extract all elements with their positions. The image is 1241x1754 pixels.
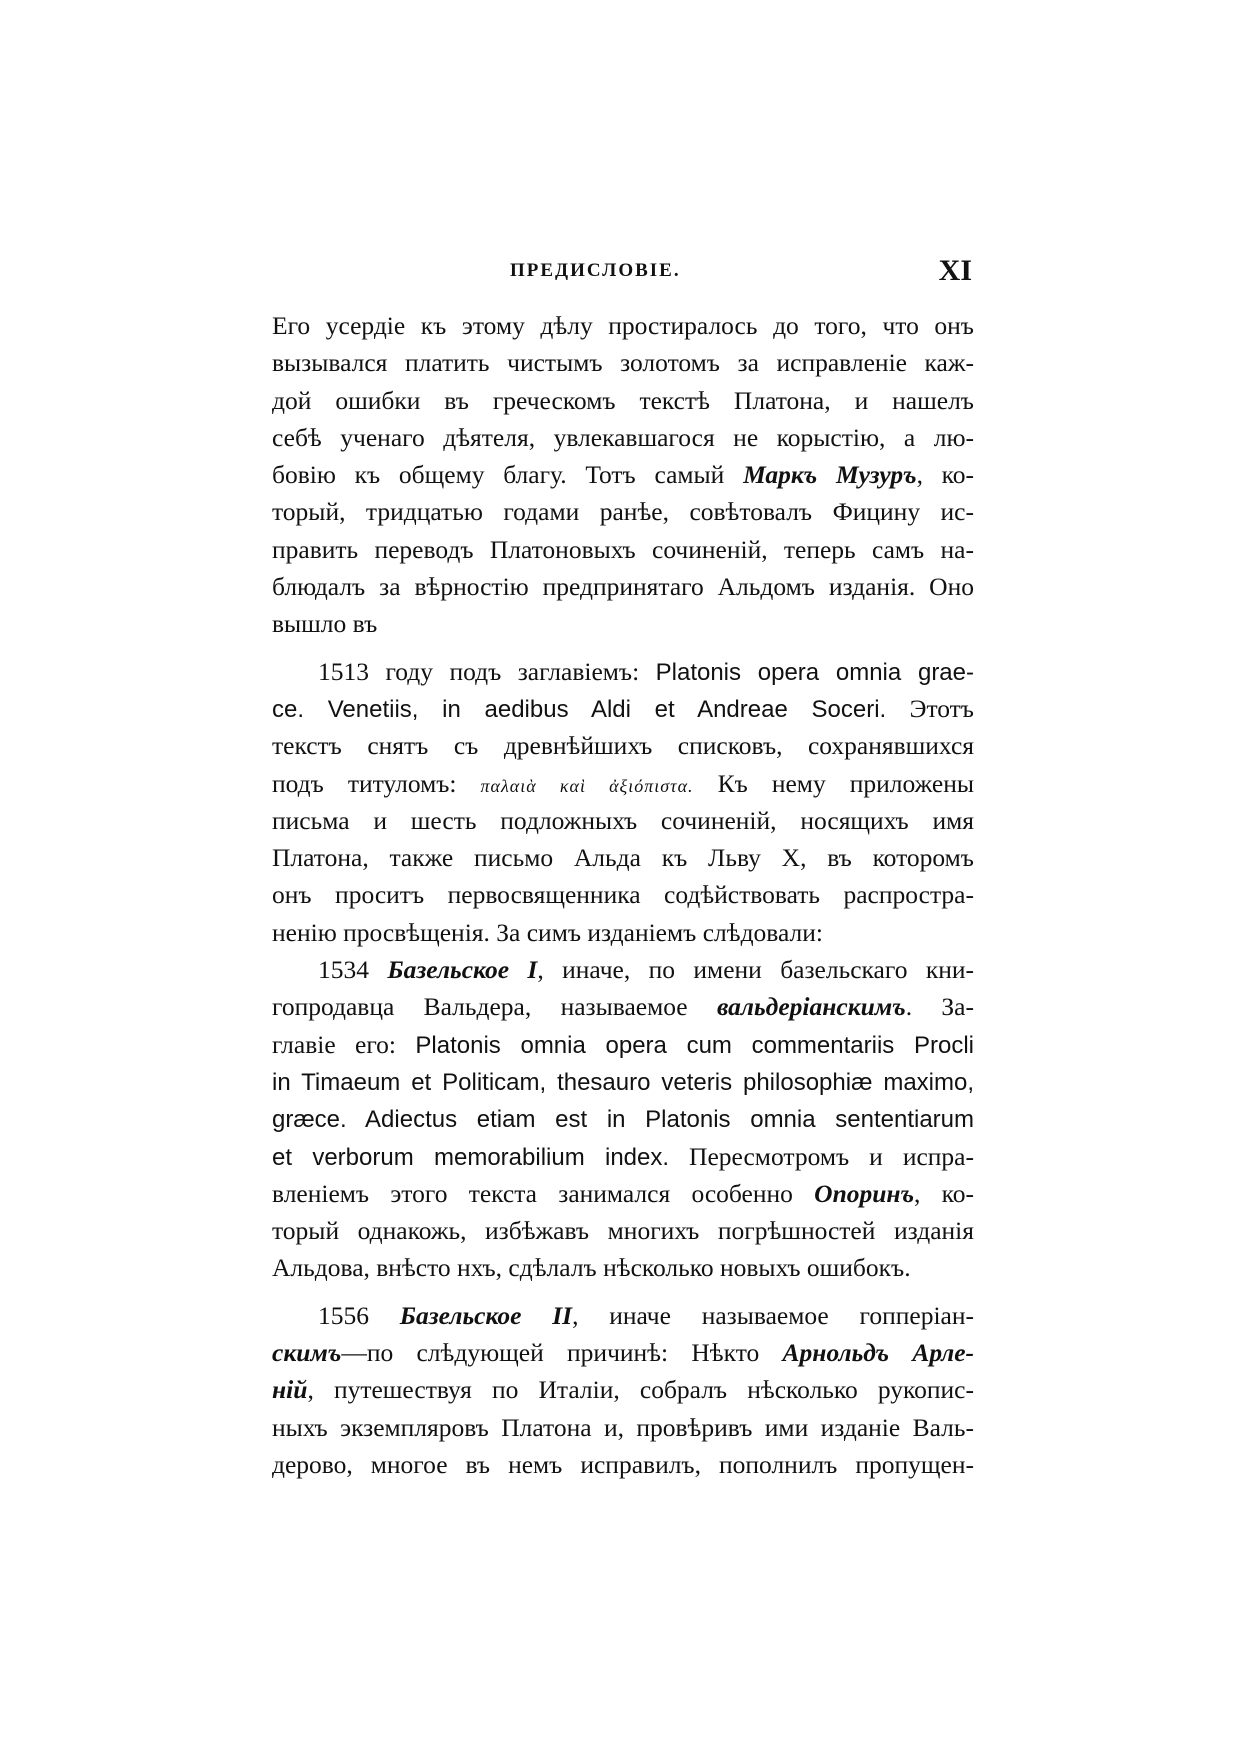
italic-edition: Базельское II: [399, 1300, 573, 1330]
italic-name: Опоринъ: [814, 1178, 915, 1208]
text-line: бовію къ общему благу. Тотъ самый Маркъ Музуръ, ко-: [272, 460, 974, 490]
text-line: дой ошибки въ греческомъ текстѣ Платона, и нашелъ: [272, 385, 974, 415]
latin-title: et verborum memorabilium index.: [272, 1143, 670, 1171]
text-line: [272, 1063, 974, 1100]
text-line: главіе его: Platonis omnia opera cum commentariis Procli: [272, 1029, 974, 1059]
text-line: дерово, многое въ немъ исправилъ, пополнилъ пропущен-: [272, 1449, 974, 1479]
text-line: письма и шесть подложныхъ сочиненій, носящихъ имя: [272, 805, 974, 835]
text-line: себѣ ученаго дѣятеля, увлекавшагося не корыстію, а лю-: [272, 422, 974, 452]
text-line: вленіемъ этого текста занимался особенно Опоринъ, ко-: [272, 1178, 974, 1208]
running-title: ПРЕДИСЛОВІЕ.: [510, 260, 681, 281]
italic-term: вальдеріанскимъ: [716, 992, 906, 1022]
text-line: ныхъ экземпляровъ Платона и, провѣривъ ими изданіе Валь-: [272, 1412, 974, 1442]
italic-name: Арнольдъ Арле-: [782, 1338, 975, 1368]
text-line: подъ титуломъ: παλαιὰ καὶ ἀξιόπιστα. Къ нему приложены: [272, 768, 974, 798]
text-line: Его усердіе къ этому дѣлу простиралось до того, что онъ: [272, 311, 974, 340]
latin-title: græce. Adiectus etiam est in Platonis omnia sententiarum: [272, 1106, 974, 1134]
italic-name: Маркъ Музуръ: [743, 460, 917, 490]
text-line: текстъ снятъ съ древнѣйшихъ списковъ, сохранявшихся: [272, 731, 974, 761]
text-line: 1534 Базельское I, иначе, по имени базельскаго кни-: [318, 955, 975, 985]
text-line: 1513 году подъ заглавіемъ: Platonis opera omnia grae-: [318, 656, 974, 686]
text-line: вызывался платить чистымъ золотомъ за исправленіе каж-: [272, 348, 974, 378]
body-text: [272, 307, 974, 1483]
greek-phrase: παλαιὰ καὶ ἀξιόπιστα.: [480, 775, 694, 796]
text-line: et verborum memorabilium index. Пересмотромъ и испра-: [272, 1141, 974, 1171]
text-line: блюдалъ за вѣрностію предпринятаго Альдомъ изданія. Оно: [272, 572, 974, 602]
italic-edition: Базельское I: [387, 955, 538, 985]
text-line: торый однакожь, избѣжавъ многихъ погрѣшностей изданія: [272, 1216, 974, 1246]
latin-title: Platonis opera omnia grae-: [655, 658, 974, 686]
italic-term: скимъ: [272, 1338, 342, 1368]
text-line: [272, 1100, 974, 1137]
page-number: XI: [938, 254, 972, 287]
text-line: править переводъ Платоновыхъ сочиненій, теперь самъ на-: [272, 534, 974, 564]
text-line: онъ проситъ первосвященника содѣйствовать распростра-: [272, 880, 974, 910]
text-line: 1556 Базельское II, иначе называемое гопперіан-: [318, 1300, 974, 1330]
text-line: ce. Venetiis, in aedibus Aldi et Andreae Soceri. Этотъ: [272, 693, 974, 723]
latin-title: Platonis omnia opera cum commentariis Procli: [415, 1031, 974, 1059]
text-line: скимъ—по слѣдующей причинѣ: Нѣкто Арнольдъ Арле-: [272, 1338, 975, 1368]
latin-title: ce. Venetiis, in aedibus Aldi et Andreae Soceri.: [272, 695, 887, 723]
text-line: ній, путешествуя по Италіи, собралъ нѣсколько рукопис-: [272, 1375, 974, 1405]
text-line: вышло въ: [272, 609, 378, 639]
text-line: Альдова, внѣсто нхъ, сдѣлалъ нѣсколько новыхъ ошибокъ.: [272, 1253, 911, 1283]
latin-title: in Timaeum et Politicam, thesauro veteris philosophiæ maximo,: [272, 1068, 974, 1096]
text-line: торый, тридцатью годами ранѣе, совѣтовалъ Фицину ис-: [272, 497, 974, 527]
running-head: [272, 254, 978, 294]
text-line: гопродавца Вальдера, называемое вальдеріанскимъ. За-: [272, 992, 974, 1022]
italic-name: ній: [272, 1375, 308, 1405]
text-line: Платона, также письмо Альда къ Льву X, въ которомъ: [272, 843, 974, 873]
text-line: ненію просвѣщенія. За симъ изданіемъ слѣдовали:: [272, 917, 824, 947]
